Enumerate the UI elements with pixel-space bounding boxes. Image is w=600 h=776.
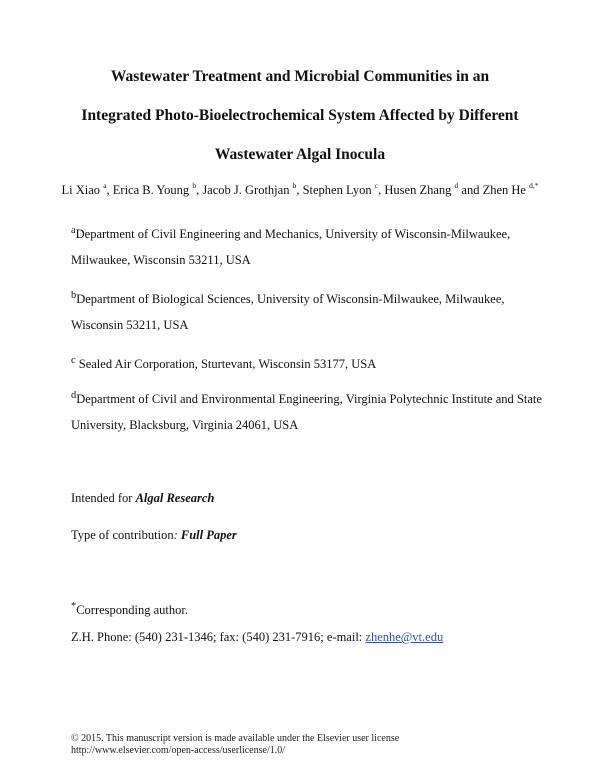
author-affiliation-marker: b — [192, 181, 197, 190]
affiliation-c-line-1: $^c$ Sealed Air Corporation, Sturtevant, Wisconsin 53177, USA — [71, 355, 377, 372]
paper-title-line-3: Wastewater Algal Inocula — [214, 146, 386, 163]
paper-title-line-2: Integrated Photo-Bioelectrochemical System Affected by Different — [81, 107, 519, 124]
affiliation-a-line-2: Milwaukee, Wisconsin 53211, USA — [71, 253, 251, 267]
contribution-type: Type of contribution: Full Paper — [71, 528, 237, 542]
affiliation-d-line-1: $^d$Department of Civil and Environmental Engineering, Virginia Polytechnic Institute and State — [71, 390, 542, 407]
author-affiliation-marker: d,* — [529, 181, 539, 190]
author-affiliation-marker: c — [374, 181, 379, 190]
author-affiliation-marker: d — [454, 181, 459, 190]
author-name: Stephen Lyon — [302, 183, 372, 197]
contact-details: Z.H. Phone: (540) 231-1346; fax: (540) 231-7916; e-mail: zhenhe@vt.edu — [71, 630, 444, 644]
affiliation-d-line-2: University, Blacksburg, Virginia 24061, USA — [71, 418, 299, 432]
license-notice: © 2015. This manuscript version is made available under the Elsevier user license — [71, 733, 400, 744]
author-separator: and — [458, 183, 483, 197]
intended-journal: Intended for Algal Research — [71, 491, 215, 505]
author-separator: , — [106, 183, 113, 197]
author-name: Li Xiao — [61, 183, 101, 197]
email-link[interactable]: zhenhe@vt.edu — [365, 630, 444, 644]
corresponding-author-label: *Corresponding author. — [71, 601, 188, 618]
paper-title-line-1: Wastewater Treatment and Microbial Communities in an — [110, 68, 490, 85]
author-separator: , — [378, 183, 385, 197]
license-url: http://www.elsevier.com/open-access/userlicense/1.0/ — [71, 745, 286, 756]
affiliation-c-marker: c — [71, 355, 76, 366]
affiliation-d-marker: d — [71, 390, 77, 401]
author-affiliation-marker: b — [292, 181, 297, 190]
author-affiliation-marker: a — [103, 181, 107, 190]
affiliation-a-marker: a — [71, 225, 76, 236]
affiliation-b-line-1: $^b$Department of Biological Sciences, University of Wisconsin-Milwaukee, Milwaukee, — [71, 290, 505, 307]
author-name: Jacob J. Grothjan — [202, 183, 290, 197]
author-list — [0, 183, 600, 198]
author-name: Husen Zhang — [384, 183, 452, 197]
author-separator: , — [196, 183, 203, 197]
journal-name: Algal Research — [135, 491, 215, 505]
author-separator: , — [296, 183, 303, 197]
corresponding-marker: * — [71, 601, 77, 612]
affiliation-b-marker: b — [71, 290, 77, 301]
affiliation-b-line-2: Wisconsin 53211, USA — [71, 318, 189, 332]
contribution-type-value: Full Paper — [180, 528, 237, 542]
author-name: Zhen He — [482, 183, 526, 197]
affiliation-a-line-1: $^a$Department of Civil Engineering and Mechanics, University of Wisconsin-Milwaukee, — [71, 225, 511, 242]
author-name: Erica B. Young — [112, 183, 190, 197]
